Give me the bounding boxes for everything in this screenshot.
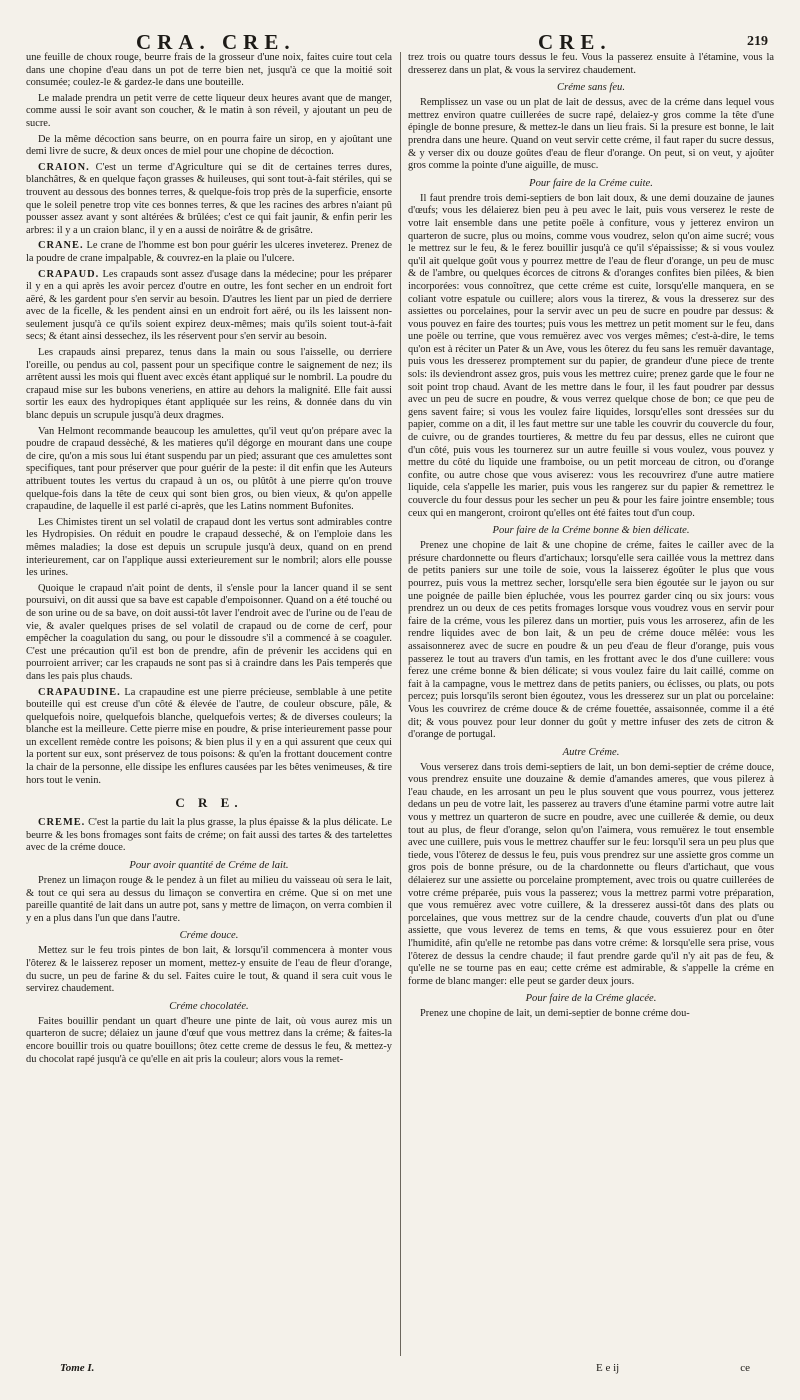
paragraph [26,945,392,995]
paragraph-text: Vous verserez dans trois demi-septiers de lait, un bon demi-septier de créme douce, vous prendrez ensuite une douzaine & demie d'amandes ameres, que vous pilerez à l'eau chaude, en les arrosant un peu le plus souvent que vous pourrez, vous jetterez dedans un peu de votre lait, les passerez au travers d'une étamine parmi votre autre lait vous y mettrez un quarteron de sucre en poudre, avec une cuillerée & demie, ou deux tout au plus, de fleur d'orange, selon qu'on l'aimera, vous remuërez le tout ensemble avec une cuillere, puis vous le mettrez chauffer sur le feu: lorsqu'il sera un peu plus que tiede, vous l'ôterez de dessus le feu, puis vous prendrez sur une assiette gros comme un gros pois de bonne présure, ou de la chardonnette ou fleurs d'artichaut, que vous délaierez sur une assiette ou porcelaine promptement, avec trois ou quatre cuillerées de votre créme préparée, puis vous la passerez; vous la mettrez parmi votre préparation, que vous remuërez avec votre cuillere, & la dresserez aussi-tôt dans des plats ou porcelaines, que vous mettrez sur de la cendre chaude, couverts d'un plat ou d'une assiette, que vous leverez de tems en tems, & que vous essuierez pour en ôter l'humidité, afin qu'elle ne retombe pas dans votre créme: & lorsqu'elle sera prise, vous l'ôterez de dessus la cendre chaude; il faut prendre garde qu'il n'y ait pas de feu, & qu'elle ne se tourne pas en eau; cette créme est admirable, & s'appelle la créme en forme de blanc manger: elle peut se garder deux jours. [408,761,774,987]
left-column [26,52,392,1356]
paragraph [408,1008,774,1021]
paragraph [408,97,774,173]
paragraph [26,583,392,684]
paragraph [26,347,392,423]
entry-term: CRAPAUDINE. [38,686,121,698]
paragraph-text: Van Helmont recommande beaucoup les amulettes, qu'il veut qu'on prépare avec la poudre de crapaud dessèché, & les matieres qu'il dégorge en mourant dans une coupe de cire, qu'on a mis sous lui étant suspendu par un pied; assurant que ces amulettes sont specifiques, tant pour préserver que pour guérir de la peste: il dit enfin que les Auteurs attribuent toutes les vertus du crapaud à un os, ou plûtôt à une pierre qu'on trouve quelque-fois dans la tête de ceux qui sont bien gros, ou bien vieux, & qu'on appelle crapaudine, de laquelle il est parlé ci-après, que les Latins nomment Bufonites. [26,425,392,513]
paragraph-text: Quoique le crapaud n'ait point de dents, il s'ensle pour la lancer quand il se sent poursuivi, on dit aussi que sa bave est capable d'empoisonner. Quand on a été touché ou de son urine ou de sa bave, on doit aussi-tôt laver l'endroit avec de l'urine ou de l'eau de vie, & avaler quelques prises de sel volatil de crapaud ou de corne de cerf, pour empêcher la coagulation du sang, ou pour le dissoudre s'il a commencé à se coaguler. C'est une précaution qu'il est bon de prendre, afin de prévenir les accidens qui en pourroient arriver; car les crapauds ne sont pas si à craindre dans les Pais temperés que dans les pais plus chauds. [26,582,392,682]
paragraph-text: La crapaudine est une pierre précieuse, semblable à une petite bouteille qui est creuse d'un côté & élevée de l'autre, de couleur obscure, pâle, & quelquefois noire, quelquefois blanche, quelquefois vertes; & de diverses couleurs; la blanche est la meilleure. Cette pierre mise en poudre, & prise interieurement passe pour un excellent remède contre les poisons; & bien plus il y en a qui assurent que ceux qui la portent sur eux, sont préservez de tous poisons: & qu'en la frottant doucement contre la chair de la personne, elle dissipe les enflures causées par les bêtes venimeuses, & tire hors tout le venin. [26,686,392,786]
paragraph-text: Remplissez un vase ou un plat de lait de dessus, avec de la créme dans lequel vous mettrez environ quatre cuillerées de sucre rapé, delaiez-y gros comme la tête d'une épingle de bonne presure, & mettez-le dans un lieu frais. Si la presure est bonne, le lait prendra dans une heure. Quand on veut servir cette créme, il faut raper du sucre dessus, & y verser dix ou douze goûtes d'eau de fleur d'orange. On peut, si on veut, y ajoûter gros comme la pointe d'une aiguille, de musc. [408,97,774,172]
recipe-heading: Créme sans feu. [557,82,625,94]
entry-term: CREME. [38,817,86,829]
entry-term: CRANE. [38,240,84,252]
paragraph-text: Le malade prendra un petit verre de cette liqueur deux heures avant que de manger, comme aussi le soir avant son coucher, & le matin à son réveil, y ajoutant un peu de sucre. [26,92,392,129]
footer-catchword: ce [740,1362,750,1374]
paragraph [26,875,392,925]
recipe-heading: Créme douce. [179,930,239,942]
entry-paragraph [26,162,392,238]
paragraph-text: Mettez sur le feu trois pintes de bon lait, & lorsqu'il commencera à monter vous l'ôterez & le laisserez reposer un moment, mettez-y ensuite de l'eau de fleur d'orange, du sucre, un peu de farine & du sel. Faites cuire le tout, & quand il sera cuit vous le servirez chaudement. [26,945,392,995]
paragraph [408,52,774,77]
section-heading: C R E. [175,795,243,811]
entry-term: CRAPAUD. [38,268,100,280]
footer-volume: Tome I. [60,1362,95,1374]
paragraph-text: Les crapauds sont assez d'usage dans la médecine; pour les préparer il y en a qui après les avoir percez d'outre en outre, les font secher en un endroit fort aëré, & les gardent pour s'en servir au besoin. D'autres les lient par un pied de derriere avec de la ficelle, & les pendent ainsi en un endroit fort aëré, ou ils les laissent non-seulement jusqu'à ce qu'ils soient expirez deux-mêmes; mais qu'ils soient tout-à-fait secs; & étant ainsi dessechez, ils les réservent pour s'en servir au besoin. [26,268,392,343]
paragraph-text: Prenez un limaçon rouge & le pendez à un filet au milieu du vaisseau où sera le lait, & tout ce qui sera au dessus du limaçon se convertira en créme. Que si on met une pareille quantité de lait dans un autre pot, sans y mettre de limaçon, on verra combien il y en a plus dans l'un que dans l'autre. [26,875,392,924]
paragraph-text: une feuille de choux rouge, beurre frais de la grosseur d'une noix, faites cuire tout cela dans une chopine d'eau dans un pot de terre bien net, jusqu'à ce que la moitié soit consumée; coulez-le & gardez-le dans une bouteille. [26,52,392,89]
paragraph-text: Les Chimistes tirent un sel volatil de crapaud dont les vertus sont admirables contre les Hydropisies. On réduit en poudre le crapaud desseché, & on l'emploie dans les mêmes maladies; la dose est depuis un scrupule jusqu'à deux, quand on en prend interieurement, car on l'applique aussi exterieurement sur le nombril; alors elle pousse les urines. [26,516,392,579]
text-columns [26,52,774,1356]
paragraph-text: Prenez une chopine de lait & une chopine de créme, faites le cailler avec de la présure chardonnette ou fleurs d'artichaux; lorsqu'elle sera caillée vous la mettrez dans de petits paniers sur une toile de soie, vous la laisserez égoûter le plus que vous pourrez, puis vous la mettrez secher, lorsqu'elle sera bien égoutée sur le jayon ou sur une poignée de paille bien épluchée, vous les pourrez garder cinq ou six jours: vous prendrez un ou deux de ces petits fromages lorsque vous voudrez vous en servir pour faire de la créme, vous les pilerez dans un mortier, puis vous les arroserez, afin de les rendre liquides avec de bon lait, & un peu de créme douce mêlée: vous les assaisonnerez avec de sucre en poudre & un peu d'eau de fleur d'orange, puis vous passerez le tout au travers d'un tamis, en les frottant avec le dos d'une cuillere: vous ferez une créme bonne & bien délicate; si vous voulez faire du lait caillé, comme on fait à la campagne, vous le mettrez dans de petits paniers, ou éclisses, ou plats, ou pots percez; puis lorsqu'ils seront bien égoutez, vous les dresserez sur un plat ou porcelaine: Vous les couvrirez de créme douce & de créme fouettée, assaisonnée, comme il a été dit; & vous pouvez pour leur donner du goût y mettre infuser des zets de citron & d'orange de portugal. [408,540,774,741]
entry-paragraph [26,240,392,265]
footer-signature: E e ij [596,1362,620,1374]
paragraph [26,93,392,131]
page-number: 219 [747,34,768,49]
paragraph [26,1016,392,1066]
header-right-title: CRE. [538,30,612,54]
paragraph [26,517,392,580]
recipe-heading: Pour faire de la Créme cuite. [529,177,653,189]
paragraph [408,762,774,989]
paragraph [408,540,774,742]
paragraph-text: Prenez une chopine de lait, un demi-septier de bonne créme dou- [420,1008,690,1020]
entry-paragraph [26,817,392,855]
entry-paragraph [26,687,392,788]
paragraph-text: C'est la partie du lait la plus grasse, la plus épaisse & la plus délicate. Le beurre & les bons fromages sont faits de créme; on fait aussi des tartes & des tartelettes avec de la créme douce. [26,817,392,854]
recipe-heading: Créme chocolatée. [169,1000,249,1012]
paragraph [408,193,774,520]
recipe-heading: Autre Créme. [562,746,620,758]
paragraph [26,426,392,514]
paragraph [26,134,392,159]
entry-paragraph [26,269,392,345]
entry-term: CRAION. [38,161,90,173]
paragraph-text: Les crapauds ainsi preparez, tenus dans la main ou sous l'aisselle, ou derriere l'oreille, ou pendus au col, passent pour un specifique contre le saignement de nez; ils arrêtent aussi les mois qui fluent avec excès étant appliqué sur le nombril. La poudre du crapaud mise sur les bubons veneriens, en attire au dehors la malignité. Elle fait aussi sortir les eaux des hydropiques étant appliquée sur les reins, & donnée dans du vin blanc depuis un scrupule jusqu'à deux dragmes. [26,347,392,422]
paragraph-text: De la même décoction sans beurre, on en pourra faire un sirop, en y ajoûtant une demi livre de sucre, & deux onces de miel pour une chopine de décoction. [26,133,392,158]
header-left-title: CRA. CRE. [136,30,296,54]
paragraph-text: C'est un terme d'Agriculture qui se dit de certaines terres dures, blanchâtres, & en quelque façon grasses & huileuses, qui sont tout-à-fait stériles, qui se trouvent au dessous des bonnes terres, & quelque-fois trop près de la superficie, ensorte que le soleil penetre trop vite ces bonnes terres, & que les racines des arbres n'aiant pû pousser assez avant y sont altérées & brûlées; c'est ce qui fait jaunir, & enfin perir les arbres: il y a un craion blanc, il y en a aussi de noirâtre & de grisâtre. [26,161,392,236]
right-column [408,52,774,1356]
recipe-heading: Pour faire de la Créme glacée. [525,993,657,1005]
paragraph-text: Le crane de l'homme est bon pour guérir les ulceres inveterez. Prenez de la poudre de crane impalpable, & couvrez-en la plaie ou l'ulcere. [26,240,392,264]
paragraph-text: Il faut prendre trois demi-septiers de bon lait doux, & une demi douzaine de jaunes d'œufs; vous les délaierez bien peu à peu avec le lait, puis vous verserez le reste de votre lait ensemble dans une petite poële à confiture, vous y jetterez environ un quarteron de sucre, plus ou moins, comme vous voudrez, selon qu'on aime sucré; vous le mettrez sur le feu, & le ferez bouillir jusqu'à ce qu'il s'épaississe; & si vous voulez qu'il ait quelque goût vous y pourrez mettre de l'eau de fleur d'orange, un peu de musc & de l'ambre, ou quelques écorces de citrons & d'oranges confites bien pilées, & bien incorporées: vous connoîtrez, que cette créme est cuite, lorsqu'elle manquera, en se coliant votre espatule ou cuillere; alors vous la tirerez, & vous la dresserez sur des assiettes ou porcelaines, pour la servir avec un peu de sucre en poudre par dessus: & vous pouvez en faire des tourtes; puis vous les mettrez un petit moment sur le feu, dans une poële ou terrine, que vous remuërez avec vos verges mêmes; c'est-à-dire, le tems qu'on est à réciter un Pater & un Ave, vous les ôterez du feu sans les remuër davantage, puis vous les dresserez promptement sur du papier, de grandeur d'une piece de trente sols: ils deviendront assez gros, puis vous les mettrez cuire; prenez garde que le four ne soit point trop chaud. Avant de les mettre dans le four, il les faut poudrer par dessus avec un peu de sucre en poudre, & vous verrez quelque chose de bon; ce que peu de gens savent faire; si vous les voulez faire liquides, lorsqu'elles sont dressées sur du papier, comme on a dit, il les faut mettre sur une table les couvrir du couvercle du four, de cuivre, ou de grandes tourtieres, & mettre du feu par dessus, elles ne cuiront que d'un côté, puis vous les tournerez sur un autre feuille si vous voulez, vous pouvez y mettre du côté du liquide une framboise, ou un petit morceau de citron, ou d'orange confite, ou autre chose que vous aviserez: vous les recouvrirez d'une autre matiere liquide, cela s'appelle les marier, puis vous les rangerez sur du papier & remettrez le couvercle du four dessus pour les secher un peu & pour les faire jointre ensemble; tous ceux qui en mangeront, croiront qu'elles ont été faites tout d'un coup. [408,192,774,519]
paragraph-text: Faites bouillir pendant un quart d'heure une pinte de lait, où vous aurez mis un quarteron de sucre; délaiez un jaune d'œuf que vous mettrez dans la créme; & faites-la encore bouillir trois ou quatre bouillons; ôtez cette creme de dessus le feu, & mettez-y du chocolat rapé jusqu'à ce qu'elle en ait pris la couleur; alors vous la remet- [26,1015,392,1065]
paragraph [26,52,392,90]
recipe-heading: Pour avoir quantité de Créme de lait. [129,860,289,872]
column-divider [400,52,401,1356]
paragraph-text: trez trois ou quatre tours dessus le feu. Vous la passerez ensuite à l'étamine, vous la dresserez dans un plat, & vous la servirez chaudement. [408,52,774,76]
recipe-heading: Pour faire de la Créme bonne & bien délicate. [492,525,690,537]
